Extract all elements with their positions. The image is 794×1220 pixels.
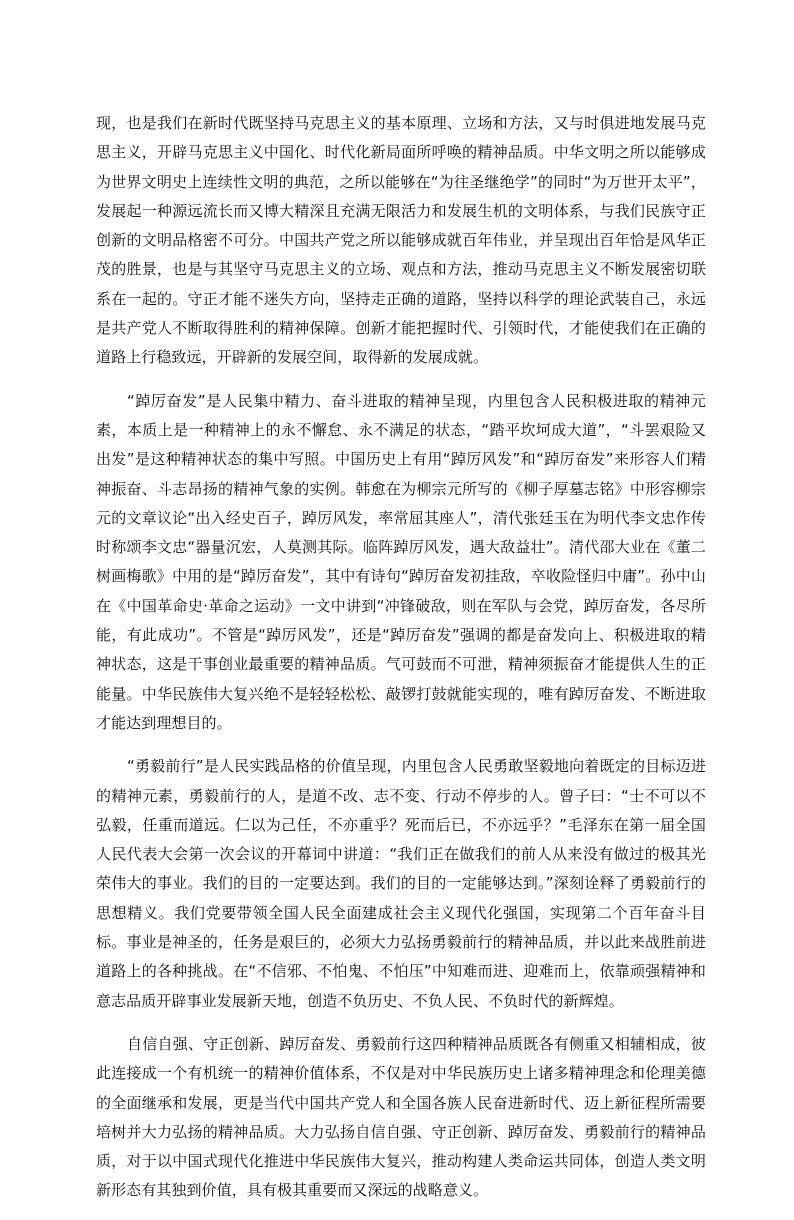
paragraph-yongyi-qianxing: “勇毅前行”是人民实践品格的价值呈现，内里包含人民勇敢坚毅地向着既定的目标迈进的精神元素，勇毅前行的人，是道不改、志不变、行动不停步的人。曾子曰：“士不可以不弘毅，任重而道远。仁以为己任，不亦重乎？死而后已，不亦远乎？”毛泽东在第一届全国人民代表大会第一次会议的开幕词中讲道：“我们正在做我们的前人从来没有做过的极其光荣伟大的事业。我们的目的一定要达到。我们的目的一定能够达到。”深刻诠释了勇毅前行的思想精义。我们党要带领全国人民全面建成社会主义现代化强国，实现第二个百年奋斗目标。事业是神圣的，任务是艰巨的，必须大力弘扬勇毅前行的精神品质，并以此来战胜前进道路上的各种挑战。在“不信邪、不怕鬼、不怕压”中知难而进、迎难而上，依靠顽强精神和意志品质开辟事业发展新天地，创造不负历史、不负人民、不负时代的新辉煌。 — [96, 757, 706, 1010]
document-body — [96, 109, 706, 1220]
paragraph-zhuoli-fenfa: “踔厉奋发”是人民集中精力、奋斗进取的精神呈现，内里包含人民积极进取的精神元素，本质上是一种精神上的永不懈怠、永不满足的状态，“踏平坎坷成大道”，“斗罢艰险又出发”是这种精神状态的集中写照。中国历史上有用“踔厉风发”和“踔厉奋发”来形容人们精神振奋、斗志昂扬的精神气象的实例。韩愈在为柳宗元所写的《柳子厚墓志铭》中形容柳宗元的文章议论“出入经史百子，踔厉风发，率常屈其座人”，清代张廷玉在为明代李文忠作传时称颂李文忠“器量沉宏，人莫测其际。临阵踔厉风发，遇大敌益壮”。清代邵大业在《董二树画梅歌》中用的是“踔厉奋发”，其中有诗句“踔厉奋发初挂敌，卒收险怪归中庸”。孙中山在《中国革命史·革命之运动》一文中讲到“冲锋破敌，则在军队与会党，踔厉奋发，各尽所能，有此成功”。不管是“踔厉风发”，还是“踔厉奋发”强调的都是奋发向上、积极进取的精神状态，这是干事创业最重要的精神品质。气可鼓而不可泄，精神须振奋才能提供人生的正能量。中华民族伟大复兴绝不是轻轻松松、敲锣打鼓就能实现的，唯有踔厉奋发、不断进取才能达到理想目的。 — [96, 391, 706, 732]
paragraph-conclusion: 自信自强、守正创新、踔厉奋发、勇毅前行这四种精神品质既各有侧重又相辅相成，彼此连接成一个有机统一的精神价值体系，不仅是对中华民族历史上诸多精神理念和伦理美德的全面继承和发展，更是当代中国共产党人和全国各族人民奋进新时代、迈上新征程所需要培树并大力弘扬的精神品质。大力弘扬自信自强、守正创新、踔厉奋发、勇毅前行的精神品质，对于以中国式现代化推进中华民族伟大复兴，推动构建人类命运共同体，创造人类文明新形态有其独到价值，具有极其重要而又深远的战略意义。 — [96, 1034, 706, 1200]
paragraph-continued: 现，也是我们在新时代既坚持马克思主义的基本原理、立场和方法，又与时俱进地发展马克思主义，开辟马克思主义中国化、时代化新局面所呼唤的精神品质。中华文明之所以能够成为世界文明史上连续性文明的典范，之所以能够在“为往圣继绝学”的同时“为万世开太平”，发展起一种源远流长而又博大精深且充满无限活力和发展生机的文明体系，与我们民族守正创新的文明品格密不可分。中国共产党之所以能够成就百年伟业，并呈现出百年恰是风华正茂的胜景，也是与其坚守马克思主义的立场、观点和方法，推动马克思主义不断发展密切联系在一起的。守正才能不迷失方向，坚持走正确的道路，坚持以科学的理论武装自己，永远是共产党人不断取得胜利的精神保障。创新才能把握时代、引领时代，才能使我们在正确的道路上行稳致远，开辟新的发展空间，取得新的发展成就。 — [96, 114, 706, 367]
